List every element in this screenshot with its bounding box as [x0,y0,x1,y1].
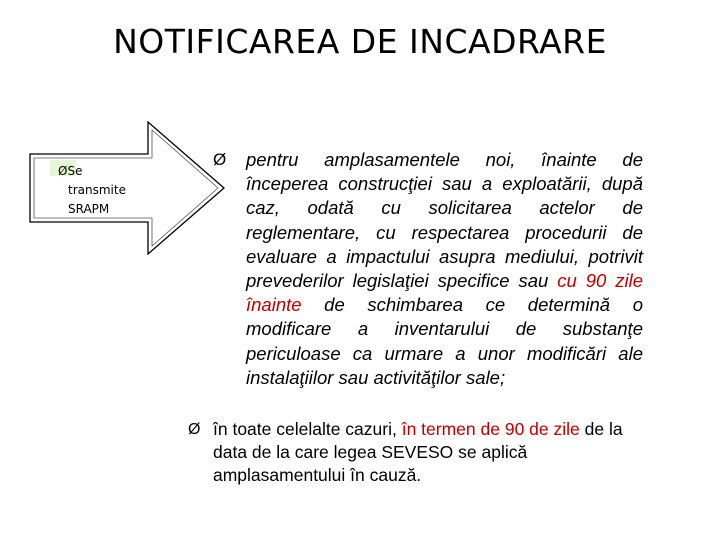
deadline-highlight: zile [553,419,580,439]
text-part: de la data de la care legea SEVESO se aplică amplasamentului în cauză. [213,419,623,485]
arrow-label [58,162,126,219]
arrow-line-3: SRAPM [68,202,110,216]
arrow-line-2: transmite [68,183,126,197]
bullet-other-cases-text [213,418,628,487]
text-part: în toate celelalte cazuri, [213,419,402,439]
page-title: NOTIFICAREA DE INCADRARE [113,22,607,61]
bullet-new-sites [213,148,643,390]
bullet-other-cases [188,418,628,487]
deadline-highlight: cu 90 zile înainte [246,270,643,316]
bullet-new-sites-text [246,148,643,390]
text-part: pentru amplasamentele noi, înainte de începerea construcţiei sau a exploatării, după caz, odată cu solicitarea actelor de reglementare, cu respectarea procedurii de evaluare a impactului asupra mediului, potrivit prevederilor legislaţiei specifice sau [246,149,643,292]
arrow-line-1: Se [67,164,83,178]
bullet-icon: Ø [213,150,227,169]
bullet-icon: Ø [188,421,201,438]
deadline-highlight: în termen de 90 de [401,419,549,439]
bullet-icon: Ø [58,164,68,178]
text-part: de schimbarea ce determină o modificare a inventarului de substanţe periculoase ca urmare a unor modificări ale instalaţiilor sau activităţilor sale; [246,294,643,388]
